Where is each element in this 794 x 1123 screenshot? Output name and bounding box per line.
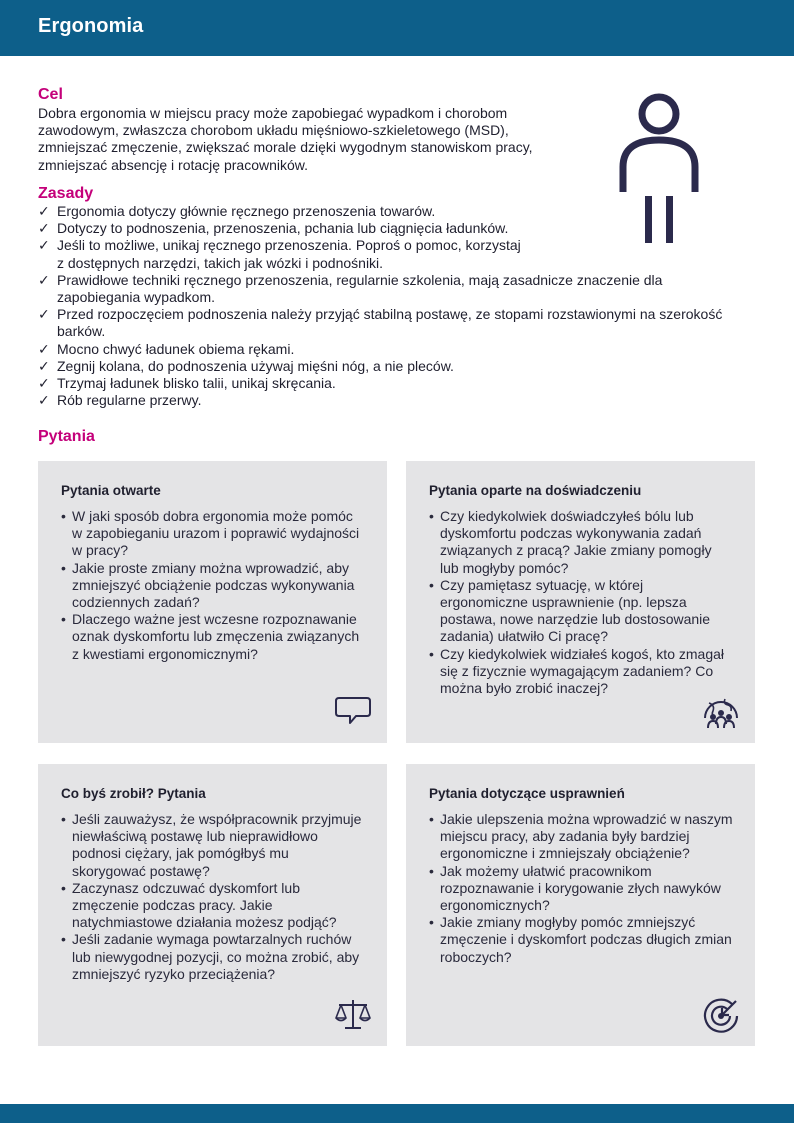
card-title: Pytania oparte na doświadczeniu [429, 483, 642, 498]
speech-bubble-icon [333, 691, 373, 731]
list-item: • W jaki sposób dobra ergonomia może pomóc w zapobieganiu urazom i poprawić wydajności w pracy? [61, 508, 366, 560]
card-list [61, 508, 366, 663]
list-item: ✓ Zegnij kolana, do podnoszenia używaj mięśni nóg, a nie pleców. [38, 357, 454, 374]
page-footer [0, 1104, 794, 1123]
page-header [0, 0, 794, 56]
list-item: ✓ Przed rozpoczęciem podnoszenia należy przyjąć stabilną postawę, ze stopami rozstawionymi na szerokość barków. [38, 306, 723, 340]
card-list [429, 811, 734, 966]
checkmark-icon: ✓ [38, 340, 50, 357]
checkmark-icon: ✓ [38, 203, 50, 219]
questions-heading: Pytania [38, 428, 95, 445]
list-item: • Jakie ulepszenia można wprowadzić w naszym miejscu pracy, aby zadania były bardziej ergonomiczne i zmniejszały obciążenie? [429, 811, 734, 863]
list-item: • Czy pamiętasz sytuację, w której ergonomiczne usprawnienie (np. lepsza postawa, nowe narzędzie lub dostosowanie zadania) ułatwiło Ci pracę? [429, 577, 734, 646]
card-what-would-you-do [38, 764, 387, 1046]
goal-text: Dobra ergonomia w miejscu pracy może zapobiegać wypadkom i chorobom zawodowym, zwłaszcza chorobom układu mięśniowo-szkieletowego (MSD), zmniejszać zmęczenie, zwiększać morale dzięki wygodnym stanowiskom pracy, zmniejszać absencję i rotację pracowników. [38, 105, 533, 173]
card-title: Pytania dotyczące usprawnień [429, 786, 625, 801]
list-item: • Jak możemy ułatwić pracownikom rozpoznawanie i korygowanie złych nawyków ergonomicznych? [429, 863, 734, 915]
list-item: ✓ Rób regularne przerwy. [38, 392, 202, 409]
list-item: • Jeśli zadanie wymaga powtarzalnych ruchów lub niewygodnej pozycji, co można zrobić, aby zmniejszyć ryzyko przeciążenia? [61, 931, 366, 983]
checkmark-icon: ✓ [38, 306, 50, 323]
list-item: ✓ Ergonomia dotyczy głównie ręcznego przenoszenia towarów. [38, 203, 436, 219]
globe-people-icon [701, 691, 741, 731]
list-item: • Jeśli zauważysz, że współpracownik przyjmuje niewłaściwą postawę lub nieprawidłowo podnosi ciężary, jak pomógłbyś mu skorygować postawę? [61, 811, 366, 880]
checkmark-icon: ✓ [38, 357, 50, 374]
rules-list [38, 203, 738, 409]
list-item: • Dlaczego ważne jest wczesne rozpoznawanie oznak dyskomfortu lub zmęczenia związanych z kwestiami ergonomicznymi? [61, 611, 366, 663]
list-item: ✓ Mocno chwyć ładunek obiema rękami. [38, 340, 295, 357]
rules-heading: Zasady [38, 185, 94, 202]
card-list [429, 508, 734, 697]
page-title: Ergonomia [38, 15, 144, 37]
checkmark-icon: ✓ [38, 392, 50, 409]
list-item: ✓ Dotyczy to podnoszenia, przenoszenia, pchania lub ciągnięcia ładunków. [38, 220, 509, 237]
checkmark-icon: ✓ [38, 220, 50, 237]
list-item: • Czy kiedykolwiek widziałeś kogoś, kto zmagał się z fizycznie wymagającym zadaniem? Co można było zrobić inaczej? [429, 646, 734, 698]
list-item: ✓ Prawidłowe techniki ręcznego przenoszenia, regularnie szkolenia, mają zasadnicze znaczenie dla zapobiegania wypadkom. [38, 271, 663, 306]
list-item: • Jakie proste zmiany można wprowadzić, aby zmniejszyć obciążenie podczas wykonywania codziennych zadań? [61, 560, 366, 612]
checkmark-icon: ✓ [38, 271, 50, 288]
list-item: • Czy kiedykolwiek doświadczyłeś bólu lub dyskomfortu podczas wykonywania zadań związanych z pracą? Jakie zmiany pomogły lub mogłyby pomóc? [429, 508, 734, 577]
checkmark-icon: ✓ [38, 237, 50, 254]
checkmark-icon: ✓ [38, 375, 50, 392]
card-list [61, 811, 366, 983]
card-open-questions [38, 461, 387, 743]
card-experience-questions [406, 461, 755, 743]
list-item: ✓ Jeśli to możliwe, unikaj ręcznego przenoszenia. Poproś o pomoc, korzystaj z dostępnych narzędzi, takich jak wózki i podnośniki. [38, 237, 521, 271]
card-improvement-questions [406, 764, 755, 1046]
card-title: Co byś zrobił? Pytania [61, 786, 206, 801]
list-item: • Zaczynasz odczuwać dyskomfort lub zmęczenie podczas pracy. Jakie natychmiastowe działania możesz podjąć? [61, 880, 366, 932]
target-arrow-icon [701, 994, 741, 1034]
scales-icon [333, 994, 373, 1034]
list-item: ✓ Trzymaj ładunek blisko talii, unikaj skręcania. [38, 375, 336, 392]
card-title: Pytania otwarte [61, 483, 161, 498]
goal-heading: Cel [38, 86, 63, 103]
list-item: • Jakie zmiany mogłyby pomóc zmniejszyć zmęczenie i dyskomfort podczas długich zmian roboczych? [429, 914, 734, 966]
